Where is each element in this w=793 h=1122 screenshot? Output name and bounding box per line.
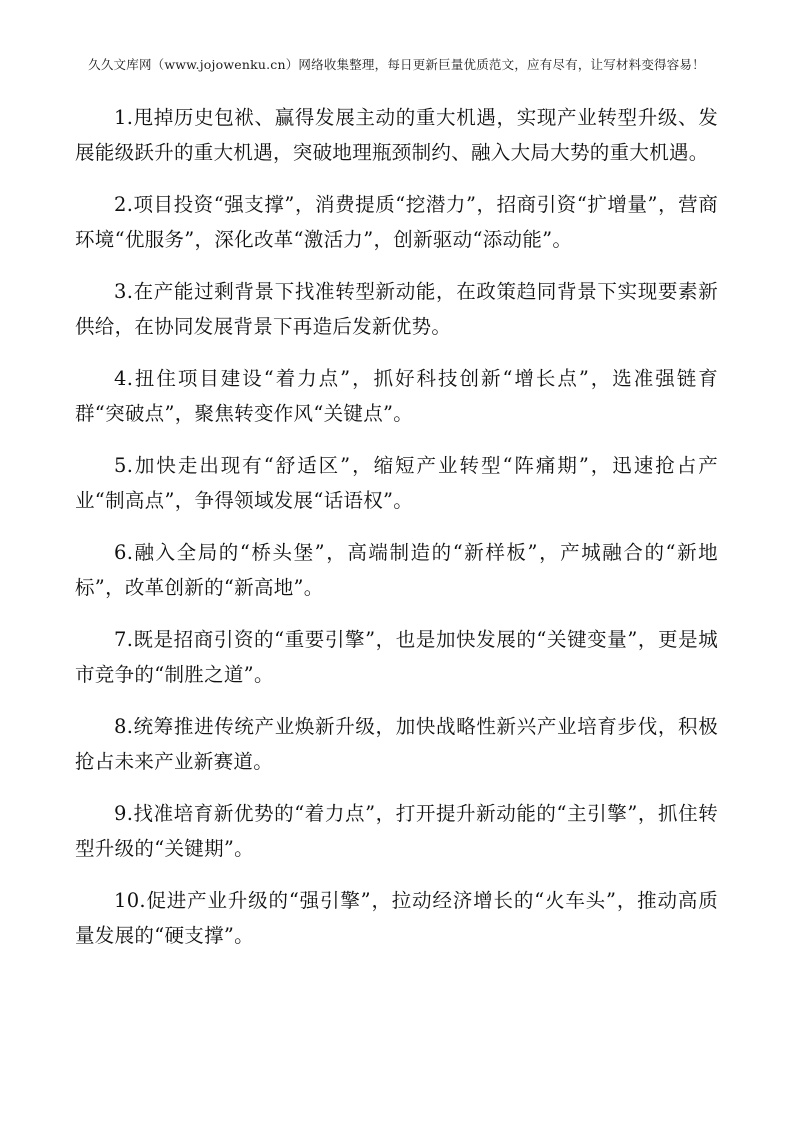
paragraph-6: 6.融入全局的“桥头堡”，高端制造的“新样板”，产城融合的“新地标”，改革创新的“新高地”。: [75, 541, 718, 599]
paragraph-4: 4.扭住项目建设“着力点”，抓好科技创新“增长点”，选准强链育群“突破点”，聚焦转变作风“关键点”。: [75, 367, 718, 425]
paragraph-9: 9.找准培育新优势的“着力点”，打开提升新动能的“主引擎”，抓住转型升级的“关键期”。: [75, 802, 718, 860]
header-banner: 久久文库网（www.jojowenku.cn）网络收集整理，每日更新巨量优质范文，应有尽有，让写材料变得容易！: [88, 57, 705, 72]
paragraph-10: 10.促进产业升级的“强引擎”，拉动经济增长的“火车头”，推动高质量发展的“硬支撑”。: [75, 889, 718, 947]
document-body: [75, 100, 718, 970]
paragraph-5: 5.加快走出现有“舒适区”，缩短产业转型“阵痛期”，迅速抢占产业“制高点”，争得领域发展“话语权”。: [75, 454, 718, 512]
paragraph-7: 7.既是招商引资的“重要引擎”，也是加快发展的“关键变量”，更是城市竞争的“制胜之道”。: [75, 628, 718, 686]
paragraph-8: 8.统筹推进传统产业焕新升级，加快战略性新兴产业培育步伐，积极抢占未来产业新赛道。: [75, 715, 718, 773]
paragraph-2: 2.项目投资“强支撑”，消费提质“挖潜力”，招商引资“扩增量”，营商环境“优服务”，深化改革“激活力”，创新驱动“添动能”。: [75, 193, 718, 251]
paragraph-1: 1.甩掉历史包袱、赢得发展主动的重大机遇，实现产业转型升级、发展能级跃升的重大机遇，突破地理瓶颈制约、融入大局大势的重大机遇。: [75, 106, 718, 164]
paragraph-3: 3.在产能过剩背景下找准转型新动能，在政策趋同背景下实现要素新供给，在协同发展背景下再造后发新优势。: [75, 280, 718, 338]
